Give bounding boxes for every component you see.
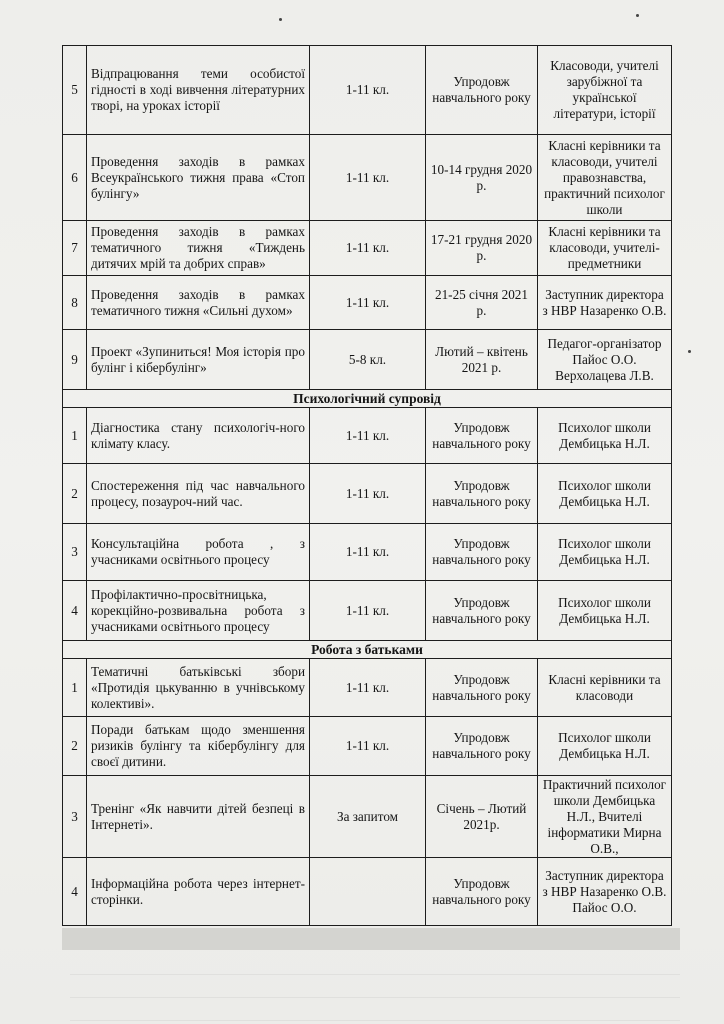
table-row <box>63 858 672 926</box>
classes-cell: 1-11 кл. <box>310 221 426 276</box>
responsible-cell: Психолог школи Дембицька Н.Л. <box>538 464 672 524</box>
row-number: 1 <box>63 408 87 464</box>
scan-shadow-strip <box>62 928 680 950</box>
classes-cell: 1-11 кл. <box>310 408 426 464</box>
table-row <box>63 221 672 276</box>
activity-plan-table <box>62 45 672 926</box>
row-number: 4 <box>63 858 87 926</box>
activity-cell: Консультаційна робота , з учасниками освітнього процесу <box>87 524 310 581</box>
activity-cell: Профілактично-просвітницька, корекційно-розвивальна робота з учасниками освітнього процесу <box>87 581 310 641</box>
scan-speck <box>279 18 282 21</box>
responsible-cell: Класні керівники та класоводи <box>538 659 672 717</box>
responsible-cell: Психолог школи Дембицька Н.Л. <box>538 408 672 464</box>
term-cell: Упродовж навчального року <box>426 717 538 776</box>
table-row <box>63 776 672 858</box>
responsible-cell: Психолог школи Дембицька Н.Л. <box>538 581 672 641</box>
scan-speck <box>636 14 639 17</box>
classes-cell <box>310 858 426 926</box>
row-number: 8 <box>63 276 87 330</box>
activity-cell: Діагностика стану психологіч-ного клімату класу. <box>87 408 310 464</box>
table-row <box>63 135 672 221</box>
classes-cell: 1-11 кл. <box>310 659 426 717</box>
row-number: 2 <box>63 717 87 776</box>
responsible-cell: Заступник директора з НВР Назаренко О.В. <box>538 276 672 330</box>
responsible-cell: Класні керівники та класоводи, учителі правознавства, практичний психолог школи <box>538 135 672 221</box>
term-cell: Упродовж навчального року <box>426 464 538 524</box>
activity-cell: Тренінг «Як навчити дітей безпеці в Інтернеті». <box>87 776 310 858</box>
table-row <box>63 581 672 641</box>
term-cell: Упродовж навчального року <box>426 858 538 926</box>
row-number: 2 <box>63 464 87 524</box>
term-cell: Упродовж навчального року <box>426 524 538 581</box>
term-cell: 21-25 січня 2021 р. <box>426 276 538 330</box>
section-header-row <box>63 390 672 408</box>
bleed-through-area <box>70 952 680 1024</box>
term-cell: Упродовж навчального року <box>426 659 538 717</box>
section-title: Психологічний супровід <box>63 390 672 408</box>
row-number: 3 <box>63 524 87 581</box>
row-number: 9 <box>63 330 87 390</box>
classes-cell: 1-11 кл. <box>310 464 426 524</box>
table-row <box>63 464 672 524</box>
activity-cell: Проведення заходів в рамках тематичного тижня «Тиждень дитячих мрій та добрих справ» <box>87 221 310 276</box>
classes-cell: 1-11 кл. <box>310 717 426 776</box>
responsible-cell: Заступник директора з НВР Назаренко О.В. Пайос О.О. <box>538 858 672 926</box>
row-number: 7 <box>63 221 87 276</box>
scan-speck <box>688 350 691 353</box>
activity-cell: Проект «Зупиниться! Моя історія про булінг і кібербулінг» <box>87 330 310 390</box>
term-cell: Січень – Лютий 2021р. <box>426 776 538 858</box>
responsible-cell: Практичний психолог школи Дембицька Н.Л., Вчителі інформатики Мирна О.В., <box>538 776 672 858</box>
activity-cell: Тематичні батьківські збори «Протидія цькуванню в учнівському колективі». <box>87 659 310 717</box>
activity-cell: Проведення заходів в рамках тематичного тижня «Сильні духом» <box>87 276 310 330</box>
term-cell: Упродовж навчального року <box>426 408 538 464</box>
classes-cell: 1-11 кл. <box>310 581 426 641</box>
responsible-cell: Психолог школи Дембицька Н.Л. <box>538 717 672 776</box>
classes-cell: 1-11 кл. <box>310 524 426 581</box>
row-number: 5 <box>63 46 87 135</box>
responsible-cell: Класні керівники та класоводи, учителі-предметники <box>538 221 672 276</box>
activity-cell: Поради батькам щодо зменшення ризиків булінгу та кібербулінгу для своєї дитини. <box>87 717 310 776</box>
row-number: 6 <box>63 135 87 221</box>
responsible-cell: Класоводи, учителі зарубіжної та української літератури, історії <box>538 46 672 135</box>
classes-cell: 5-8 кл. <box>310 330 426 390</box>
classes-cell: 1-11 кл. <box>310 135 426 221</box>
table-row <box>63 717 672 776</box>
term-cell: 10-14 грудня 2020 р. <box>426 135 538 221</box>
section-title: Робота з батьками <box>63 641 672 659</box>
activity-cell: Проведення заходів в рамках Всеукраїнського тижня права «Стоп булінгу» <box>87 135 310 221</box>
row-number: 4 <box>63 581 87 641</box>
responsible-cell: Педагог-організатор Пайос О.О. Верхолацева Л.В. <box>538 330 672 390</box>
classes-cell: 1-11 кл. <box>310 276 426 330</box>
activity-cell: Спостереження під час навчального процесу, позауроч-ний час. <box>87 464 310 524</box>
activity-cell: Інформаційна робота через інтернет-сторінки. <box>87 858 310 926</box>
activity-cell: Відпрацювання теми особистої гідності в ході вивчення літературних творі, на уроках історії <box>87 46 310 135</box>
row-number: 1 <box>63 659 87 717</box>
table-row <box>63 524 672 581</box>
responsible-cell: Психолог школи Дембицька Н.Л. <box>538 524 672 581</box>
classes-cell: 1-11 кл. <box>310 46 426 135</box>
term-cell: Упродовж навчального року <box>426 581 538 641</box>
section-header-row <box>63 641 672 659</box>
term-cell: Лютий – квітень 2021 р. <box>426 330 538 390</box>
table-row <box>63 46 672 135</box>
row-number: 3 <box>63 776 87 858</box>
term-cell: Упродовж навчального року <box>426 46 538 135</box>
table-row <box>63 276 672 330</box>
table-row <box>63 408 672 464</box>
table-row <box>63 659 672 717</box>
classes-cell: За запитом <box>310 776 426 858</box>
term-cell: 17-21 грудня 2020 р. <box>426 221 538 276</box>
table-row <box>63 330 672 390</box>
